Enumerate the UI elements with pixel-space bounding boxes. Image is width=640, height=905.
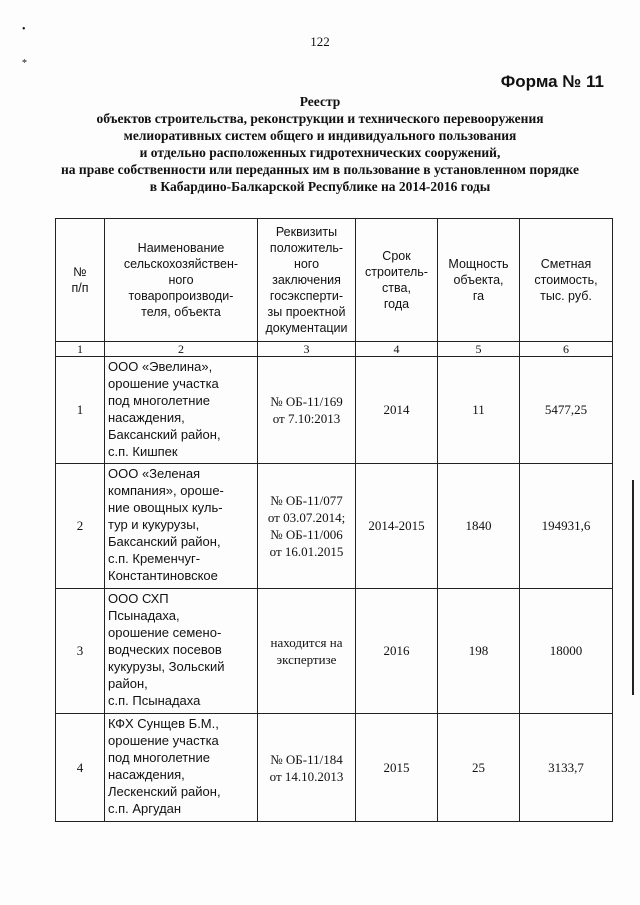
row-capacity: 198: [438, 589, 520, 714]
title-line: мелиоративных систем общего и индивидуального пользования: [123, 128, 517, 143]
table-row: [56, 357, 613, 464]
row-requisites: № ОБ-11/184 от 14.10.2013: [258, 714, 356, 822]
header-name: Наименование сельскохозяйствен- ного товаропроизводи- теля, объекта: [105, 219, 258, 342]
column-number: 2: [105, 342, 258, 357]
column-number: 4: [356, 342, 438, 357]
row-requisites: находится на экспертизе: [258, 589, 356, 714]
title-line: на праве собственности или переданных им в пользование в установленном порядке: [61, 162, 579, 177]
column-number: 5: [438, 342, 520, 357]
row-capacity: 1840: [438, 464, 520, 589]
row-number: 3: [56, 589, 105, 714]
row-number: 2: [56, 464, 105, 589]
column-number-row: [56, 342, 613, 357]
row-requisites: № ОБ-11/169 от 7.10:2013: [258, 357, 356, 464]
header-capacity: Мощность объекта, га: [438, 219, 520, 342]
row-name: ООО «Эвелина», орошение участка под многолетние насаждения, Баксанский район, с.п. Кишпек: [105, 357, 258, 464]
row-cost: 3133,7: [520, 714, 613, 822]
header-cost: Сметная стоимость, тыс. руб.: [520, 219, 613, 342]
form-label: Форма № 11: [500, 72, 604, 91]
column-number: 6: [520, 342, 613, 357]
row-cost: 5477,25: [520, 357, 613, 464]
row-number: 4: [56, 714, 105, 822]
scan-edge-line: [632, 480, 634, 695]
document-title: [0, 93, 640, 195]
title-line: в Кабардино-Балкарской Республике на 2014-2016 годы: [149, 179, 491, 194]
row-term: 2014: [356, 357, 438, 464]
header-number: № п/п: [56, 219, 105, 342]
table-row: [56, 714, 613, 822]
row-cost: 194931,6: [520, 464, 613, 589]
registry-table: [55, 218, 613, 822]
row-capacity: 11: [438, 357, 520, 464]
row-requisites: № ОБ-11/077 от 03.07.2014; № ОБ-11/006 от 16.01.2015: [258, 464, 356, 589]
table-row: [56, 464, 613, 589]
page-number: 122: [310, 34, 330, 49]
column-number: 3: [258, 342, 356, 357]
row-number: 1: [56, 357, 105, 464]
title-line: Реестр: [299, 94, 341, 109]
header-term: Срок строитель- ства, года: [356, 219, 438, 342]
row-term: 2015: [356, 714, 438, 822]
table-row: [56, 589, 613, 714]
title-line: и отдельно расположенных гидротехнических сооружений,: [139, 145, 501, 160]
row-term: 2014-2015: [356, 464, 438, 589]
header-row: [56, 219, 613, 342]
row-name: ООО «Зеленая компания», ороше- ние овощных куль- тур и кукурузы, Баксанский район, с.п. Кременчуг- Константиновское: [105, 464, 258, 589]
row-name: КФХ Сунщев Б.М., орошение участка под многолетние насаждения, Лескенский район, с.п. Аргудан: [105, 714, 258, 822]
margin-mark-bottom: *: [22, 58, 27, 69]
title-line: объектов строительства, реконструкции и технического перевооружения: [96, 111, 544, 126]
column-number: 1: [56, 342, 105, 357]
row-capacity: 25: [438, 714, 520, 822]
row-term: 2016: [356, 589, 438, 714]
row-name: ООО СХП Псынадаха, орошение семено- водческих посевов кукурузы, Зольский район, с.п. Псынадаха: [105, 589, 258, 714]
margin-mark-top: •: [22, 24, 26, 35]
row-cost: 18000: [520, 589, 613, 714]
header-requisites: Реквизиты положитель- ного заключения госэксперти- зы проектной документации: [258, 219, 356, 342]
